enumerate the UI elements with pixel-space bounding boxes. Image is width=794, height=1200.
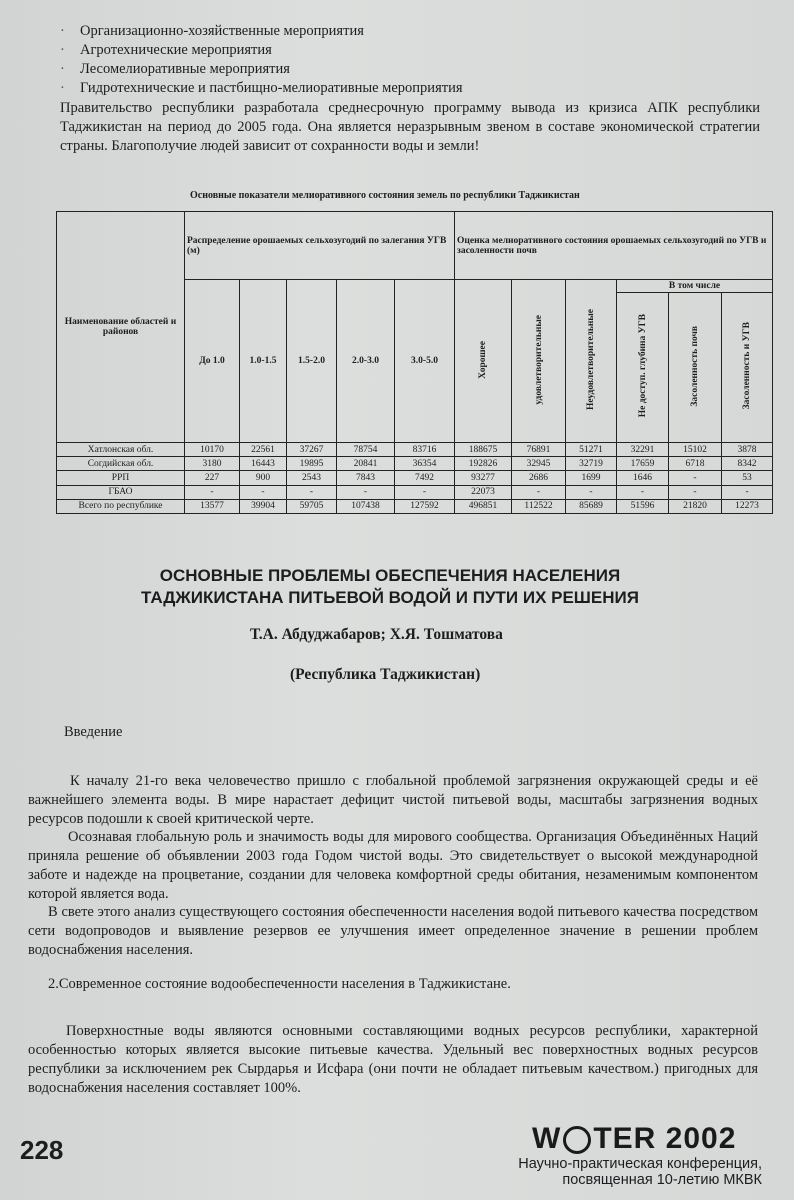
header-state-col xyxy=(512,280,566,443)
cell: 59705 xyxy=(287,499,337,513)
title-line: ОСНОВНЫЕ ПРОБЛЕМЫ ОБЕСПЕЧЕНИЯ НАСЕЛЕНИЯ xyxy=(159,566,621,585)
header-state-col xyxy=(455,280,512,443)
cell: 32719 xyxy=(566,457,617,471)
melioration-table xyxy=(56,211,773,514)
header-incl-col xyxy=(617,293,669,443)
header-incl-label: Засоленность и УГВ xyxy=(742,322,753,410)
cell: 127592 xyxy=(395,499,455,513)
header-depth-col: 1.0-1.5 xyxy=(240,280,287,443)
cell: 8342 xyxy=(722,457,773,471)
cell: - xyxy=(185,485,240,499)
header-subgroup: В том числе xyxy=(617,280,773,293)
article-title xyxy=(100,565,680,609)
globe-icon xyxy=(563,1126,591,1154)
cell: 22561 xyxy=(240,443,287,457)
cell: 1699 xyxy=(566,471,617,485)
cell: 188675 xyxy=(455,443,512,457)
conference-caption xyxy=(492,1156,762,1188)
cell: 2543 xyxy=(287,471,337,485)
cell: 15102 xyxy=(669,443,722,457)
cell: 12273 xyxy=(722,499,773,513)
row-name: РРП xyxy=(57,471,185,485)
table-row xyxy=(57,443,773,457)
header-state-label: Хорошее xyxy=(478,340,488,379)
intro-paragraph: Правительство республики разработала среднесрочную программу вывода из кризиса АПК республики Таджикистан на период до 2005 года. Она является неразрывным звеном в составе экономической стратегии страны. Благополучие людей зависит от сохранности воды и земли! xyxy=(60,100,760,154)
header-depth-col: До 1.0 xyxy=(185,280,240,443)
country: (Республика Таджикистан) xyxy=(290,666,481,683)
paragraph-4: Поверхностные воды являются основными составляющими водных ресурсов республики, характерной особенностью которых является высокие питьевые качества. Удельный вес поверхностных водных ресурсов республики за исключением рек Сырдарья и Исфара (они почти не обладает питьевым качеством.) пригодных для водоснабжения населения составляет 100%. xyxy=(28,1023,758,1096)
header-incl-label: Не доступ. глубина УГВ xyxy=(637,314,648,418)
cell: 39904 xyxy=(240,499,287,513)
header-incl-col xyxy=(722,293,773,443)
bullet-list xyxy=(60,22,463,98)
cell: - xyxy=(722,485,773,499)
cell: 1646 xyxy=(617,471,669,485)
paragraph-3: В свете этого анализ существующего состояния обеспеченности населения водой питьевого качества посредством сети водопроводов и выявление резервов ее улучшения имеет определенное значение в решении проблем водоснабжения населения. xyxy=(28,904,758,958)
header-state-label: удовлетворительные xyxy=(533,314,544,405)
header-incl-col xyxy=(669,293,722,443)
cell: 22073 xyxy=(455,485,512,499)
cell: - xyxy=(337,485,395,499)
cell: 3180 xyxy=(185,457,240,471)
header-state-label: Неудовлетворительные xyxy=(586,309,596,410)
water-2002-logo xyxy=(532,1122,736,1156)
cell: 21820 xyxy=(669,499,722,513)
cell: - xyxy=(240,485,287,499)
bullet-item: · Гидротехнические и пастбищно-мелиоративные мероприятия xyxy=(60,79,463,98)
cell: - xyxy=(669,471,722,485)
cell: 6718 xyxy=(669,457,722,471)
cell: 16443 xyxy=(240,457,287,471)
cell: 496851 xyxy=(455,499,512,513)
title-line: ТАДЖИКИСТАНА ПИТЬЕВОЙ ВОДОЙ И ПУТИ ИХ РЕШЕНИЯ xyxy=(141,588,639,607)
header-depth-col: 1.5-2.0 xyxy=(287,280,337,443)
cell: 3878 xyxy=(722,443,773,457)
cell: 53 xyxy=(722,471,773,485)
cell: 13577 xyxy=(185,499,240,513)
cell: 93277 xyxy=(455,471,512,485)
cell: 32945 xyxy=(512,457,566,471)
row-name: Хатлонская обл. xyxy=(57,443,185,457)
cell: 17659 xyxy=(617,457,669,471)
logo-text-right: TER 2002 xyxy=(593,1122,737,1155)
header-incl-label: Засоленность почв xyxy=(690,325,700,407)
header-depth-col: 3.0-5.0 xyxy=(395,280,455,443)
cell: 7492 xyxy=(395,471,455,485)
cell: 37267 xyxy=(287,443,337,457)
cell: 19895 xyxy=(287,457,337,471)
conf-line: посвященная 10-летию МКВК xyxy=(562,1172,762,1188)
cell: - xyxy=(566,485,617,499)
bullet-item: · Лесомелиоративные мероприятия xyxy=(60,60,463,79)
table-caption: Основные показатели мелиоративного состояния земель по республики Таджикистан xyxy=(190,190,580,201)
row-name: Всего по республике xyxy=(57,499,185,513)
cell: 900 xyxy=(240,471,287,485)
cell: 112522 xyxy=(512,499,566,513)
table-row xyxy=(57,485,773,499)
cell: - xyxy=(669,485,722,499)
cell: 192826 xyxy=(455,457,512,471)
table-row xyxy=(57,471,773,485)
cell: 83716 xyxy=(395,443,455,457)
bullet-item: · Организационно-хозяйственные мероприятия xyxy=(60,22,463,41)
conf-line: Научно-практическая конференция, xyxy=(518,1156,762,1172)
header-group-depth: Распределение орошаемых сельхозугодий по залегания УГВ (м) xyxy=(185,212,455,280)
header-depth-col: 2.0-3.0 xyxy=(337,280,395,443)
table-row-total xyxy=(57,499,773,513)
authors: Т.А. Абдуджабаров; Х.Я. Тошматова xyxy=(250,626,503,643)
cell: 36354 xyxy=(395,457,455,471)
logo-text-left: W xyxy=(532,1122,562,1155)
cell: 7843 xyxy=(337,471,395,485)
cell: 85689 xyxy=(566,499,617,513)
table-row xyxy=(57,457,773,471)
cell: 107438 xyxy=(337,499,395,513)
cell: 32291 xyxy=(617,443,669,457)
cell: - xyxy=(512,485,566,499)
page-number: 228 xyxy=(20,1135,64,1165)
header-group-state: Оценка мелиоративного состояния орошаемых сельхозугодий по УГВ и засоленности почв xyxy=(455,212,773,280)
intro-heading: Введение xyxy=(64,724,123,740)
header-region: Наименование областей и районов xyxy=(57,212,185,443)
cell: 78754 xyxy=(337,443,395,457)
cell: 2686 xyxy=(512,471,566,485)
header-state-col xyxy=(566,280,617,443)
cell: 51596 xyxy=(617,499,669,513)
row-name: Согдийская обл. xyxy=(57,457,185,471)
cell: 51271 xyxy=(566,443,617,457)
cell: - xyxy=(287,485,337,499)
cell: - xyxy=(617,485,669,499)
row-name: ГБАО xyxy=(57,485,185,499)
cell: 227 xyxy=(185,471,240,485)
bullet-item: · Агротехнические мероприятия xyxy=(60,41,463,60)
cell: 20841 xyxy=(337,457,395,471)
section-heading: 2.Современное состояние водообеспеченности населения в Таджикистане. xyxy=(48,976,511,992)
cell: 10170 xyxy=(185,443,240,457)
paragraph-2: Осознавая глобальную роль и значимость воды для мирового сообщества. Организация Объединённых Наций приняла решение об объявлении 2003 года Годом чистой воды. Это свидетельствует о высокой международной заботе и надежде на процветание, создании для человека комфортной среды обитания, незаменимым компонентом которой является вода. xyxy=(28,829,758,902)
cell: - xyxy=(395,485,455,499)
paragraph-1: К началу 21-го века человечество пришло с глобальной проблемой загрязнения окружающей среды и её важнейшего элемента воды. В мире нарастает дефицит чистой питьевой воды, масштабы загрязнения водных ресурсов подошли к своей критической черте. xyxy=(28,773,758,827)
cell: 76891 xyxy=(512,443,566,457)
